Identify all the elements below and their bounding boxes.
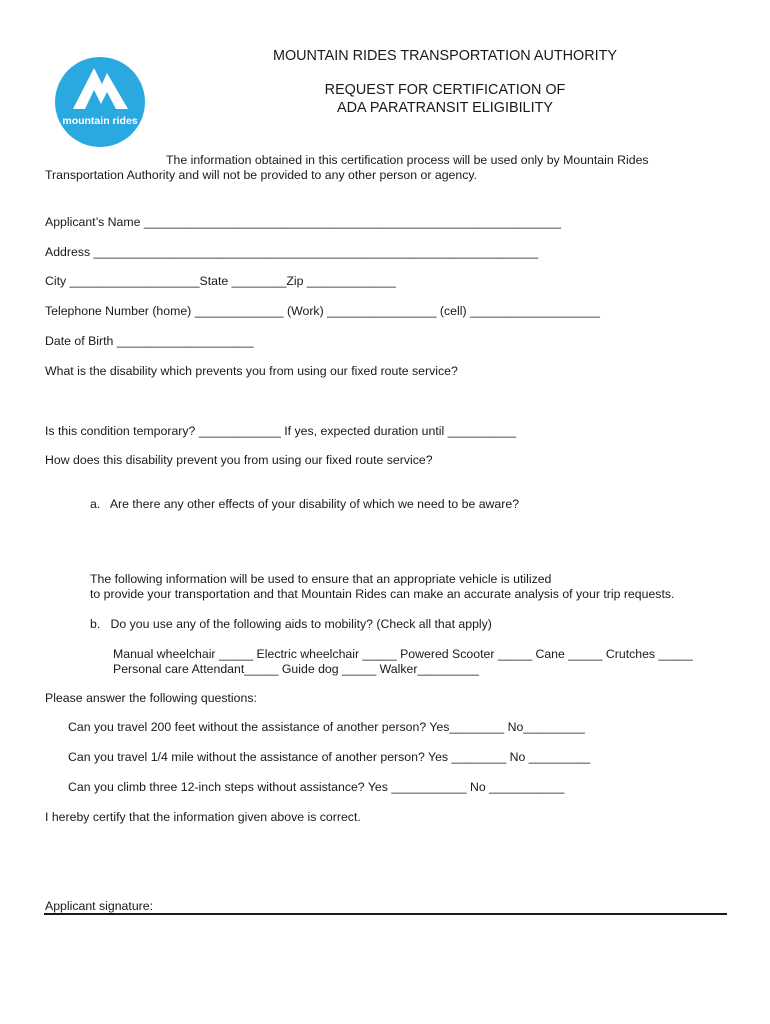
city-state-zip-field[interactable]: City ___________________State ________Zip _____________: [45, 274, 396, 288]
applicant-name-field[interactable]: Applicant’s Name _____________________________________________________________: [45, 215, 562, 229]
certification-statement: I hereby certify that the information given above is correct.: [45, 810, 361, 824]
organization-name: MOUNTAIN RIDES TRANSPORTATION AUTHORITY: [272, 48, 618, 64]
mobility-aids-options-line-2[interactable]: Personal care Attendant_____ Guide dog _____ Walker_________: [113, 662, 479, 676]
mobility-aids-options-line-1[interactable]: Manual wheelchair _____ Electric wheelchair _____ Powered Scooter _____ Cane _____ Crutches _____: [113, 647, 693, 661]
logo-text: mountain rides: [62, 115, 138, 127]
mobility-aids-question: b. Do you use any of the following aids to mobility? (Check all that apply): [90, 617, 492, 631]
followup-intro: Please answer the following questions:: [45, 691, 257, 705]
other-effects-question: a. Are there any other effects of your disability of which we need to be aware?: [90, 497, 520, 511]
travel-200-feet-question[interactable]: Can you travel 200 feet without the assistance of another person? Yes________ No_________: [68, 720, 585, 734]
address-field[interactable]: Address _________________________________________________________________: [45, 245, 539, 259]
how-disability-question: How does this disability prevent you from using our fixed route service?: [45, 453, 433, 467]
climb-steps-question[interactable]: Can you climb three 12-inch steps without assistance? Yes ___________ No ___________: [68, 780, 565, 794]
disability-question: What is the disability which prevents you from using our fixed route service?: [45, 364, 458, 378]
telephone-field[interactable]: Telephone Number (home) _____________ (Work) ________________ (cell) ___________________: [45, 304, 600, 318]
applicant-signature-label: Applicant signature:: [45, 899, 154, 913]
info-notice-line-1: The following information will be used to ensure that an appropriate vehicle is utilized: [90, 572, 552, 586]
signature-line[interactable]: [44, 913, 727, 915]
temporary-condition-field[interactable]: Is this condition temporary? ____________ If yes, expected duration until __________: [45, 424, 517, 438]
info-notice-line-2: to provide your transportation and that Mountain Rides can make an accurate analysis of your trip requests.: [90, 587, 675, 601]
date-of-birth-field[interactable]: Date of Birth ____________________: [45, 334, 254, 348]
form-title-line-1: REQUEST FOR CERTIFICATION OF: [324, 82, 566, 98]
form-title-line-2: ADA PARATRANSIT ELIGIBILITY: [337, 100, 553, 116]
travel-quarter-mile-question[interactable]: Can you travel 1/4 mile without the assistance of another person? Yes ________ No _________: [68, 750, 591, 764]
intro-text-line-2: Transportation Authority and will not be provided to any other person or agency.: [45, 168, 478, 182]
mountain-rides-logo: [52, 54, 148, 150]
intro-text-line-1: The information obtained in this certification process will be used only by Mountain Rides: [166, 153, 649, 167]
